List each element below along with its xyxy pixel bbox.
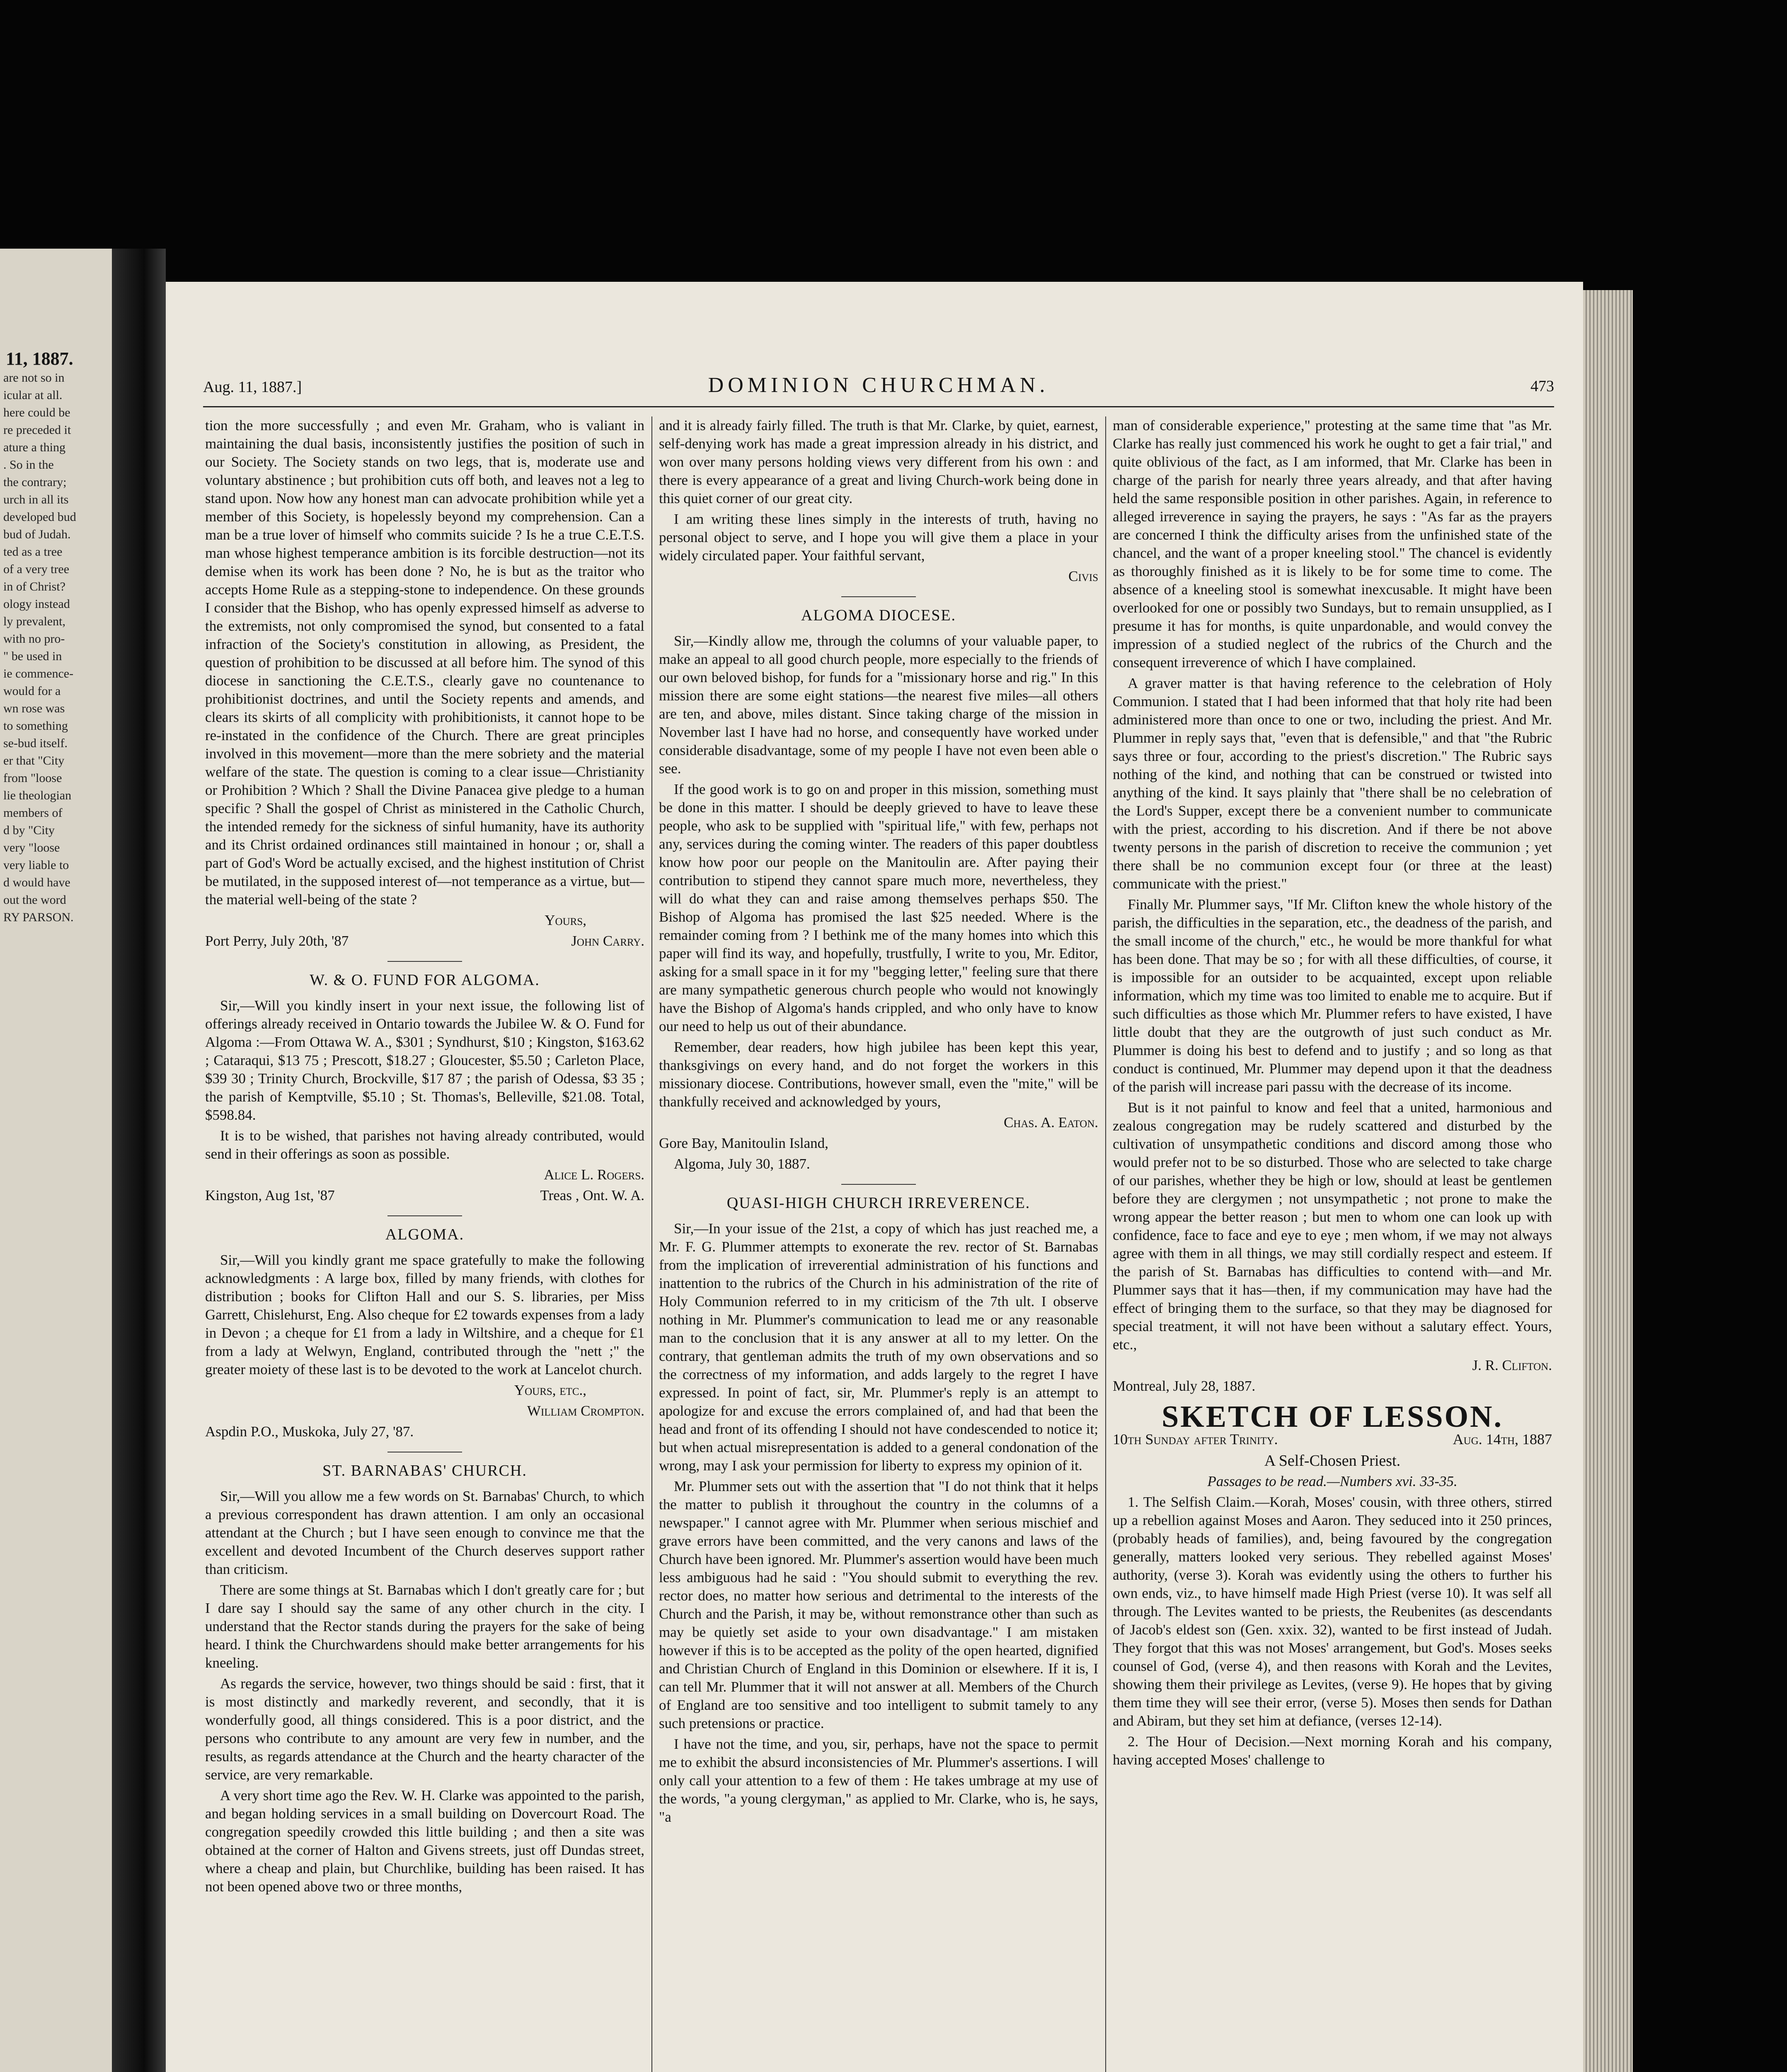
left-page-line: here could be [3,406,70,419]
newspaper-page [166,282,1583,2072]
section-heading: QUASI-HIGH CHURCH IRREVERENCE. [659,1184,1098,1212]
left-page-line: very "loose [3,841,60,854]
left-page-line: bud of Judah. [3,528,71,541]
lesson-subject: A Self-Chosen Priest. [1264,1452,1401,1469]
article-paragraph: tion the more successfully ; and even Mr. Graham, who is valiant in maintaining the dual basis, inconsistently justifies the position of such in our Society. The Society stands on two legs, that is, moderate use and voluntary abstinence ; but prohibition cuts off both, and leaves not a leg to stand upon. Now how any honest man can advocate prohibition while yet a member of this Society, is hopelessly beyond my comprehension. Can a man be a true lover of himself who commits suicide ? Is he a true C.E.T.S. man whose highest temperance ambition is its forcible destruction—not its demise when its work has been done ? No, he is but as the traitor who accepts Home Rule as a stepping-stone to independence. On these grounds I consider that the Bishop, who has openly expressed himself as adverse to the extremists, not only compromised the synod, but consented to a fatal infraction of the Society's constitution in allowing, as President, the question of prohibition to be discussed at all before him. The synod of this diocese in sanctioning the C.E.T.S., clearly gave no countenance to prohibitionist doctrines, and until the Society repents and amends, and clears its skirts of all complicity with prohibitionists, it cannot hope to be re-instated in the confidence of the Church. There are great principles involved in this movement—more than the mere sobriety and the material welfare of the state. The question is coming to a clear issue—Christianity or Prohibition ? Which ? Shall the Divine Panacea give pledge to a human specific ? Shall the gospel of Christ as ministered in the Catholic Church, the intended remedy for the sickness of sinful humanity, have its authority and its Christ ordained ordinances still maintained in honour ; or, shall a part of God's Word be actually excised, and the highest institution of Christ be mutilated, in the supposed interest of—not temperance as a virtue, but—the material well-being of the state ? [205,417,644,908]
left-page-line: urch in all its [3,493,69,506]
letter-signature: Chas. A. Eaton. [1003,1114,1098,1130]
left-page-line: re preceded it [3,423,71,437]
page-stack-edge [1583,290,1633,2072]
sketch-of-lesson-title: SKETCH OF LESSON. [1162,1400,1503,1434]
column-2 [659,416,1098,2072]
letter-signature-row [205,932,644,950]
article-paragraph: Remember, dear readers, how high jubilee has been kept this year, thanksgivings on every hand, and do not forget the workers in this missionary diocese. Contributions, however small, even the "mite," will be thankfully received and acknowledged by yours, [659,1039,1098,1110]
letter-place-date: Port Perry, July 20th, '87 [205,933,349,949]
left-page-line: se-bud itself. [3,736,68,750]
article-paragraph: There are some things at St. Barnabas which I don't greatly care for ; but I dare say I should say the same of any other church in the city. I understand that the Rector stands during the prayers for the sake of being heard. I think the Churchwardens should make better arrangements for his kneeling. [205,1582,644,1671]
letter-place: Gore Bay, Manitoulin Island, [659,1135,828,1151]
left-page-line: developed bud [3,510,76,524]
letter-place-date: Montreal, July 28, 1887. [1113,1378,1256,1394]
left-page-line: wn rose was [3,702,65,715]
section-heading: ALGOMA DIOCESE. [659,596,1098,625]
article-paragraph: It is to be wished, that parishes not having already contributed, would send in their offerings as soon as possible. [205,1128,644,1162]
book-gutter [112,249,166,2072]
article-paragraph: I am writing these lines simply in the interests of truth, having no personal object to serve, and I hope you will give them a place in your widely circulated paper. Your faithful servant, [659,511,1098,564]
lesson-date: Aug. 14th, 1887 [1453,1431,1552,1447]
article-paragraph: man of considerable experience," protesting at the same time that "as Mr. Clarke has really just commenced his work he ought to get a fair trial," and quite oblivious of the fact, as I am informed, that Mr. Clarke has been in charge of the parish for nearly three years already, and that after having held the same responsible position in other parishes. Again, in reference to alleged irreverence in saying the prayers, he says : "As far as the prayers are concerned I think the difficulty arises from the unfinished state of the chancel, and the want of a proper kneeling stool." The chancel is evidently as thoroughly finished as it is likely to be for some time to come. The absence of a kneeling stool is somewhat inexcusable. It might have been overlooked for one or possibly two Sundays, but to remain unsupplied, as I presume it has for months, is quite unpardonable, and would convey the impression of a studied neglect of the rubrics of the Church and the consequent irreverence of which I have complained. [1113,417,1552,670]
left-page-line: from "loose [3,771,62,785]
left-page-line: would for a [3,684,61,698]
left-page-fragment [0,249,112,2072]
header-rule [203,406,1554,407]
article-paragraph: Sir,—Will you allow me a few words on St. Barnabas' Church, to which a previous correspondent has drawn attention. I am only an occasional attendant at the Church ; but I have seen enough to convince me that the excellent and devoted Incumbent of the Church deserves support rather than criticism. [205,1488,644,1577]
letter-signature: J. R. Clifton. [1472,1357,1552,1373]
left-page-line: in of Christ? [3,580,65,593]
lesson-sunday: 10th Sunday after Trinity. [1113,1431,1278,1447]
letter-closing: Yours, etc., [514,1382,586,1398]
left-page-line: er that "City [3,754,65,767]
left-page-line: very liable to [3,858,69,872]
left-page-line: to something [3,719,68,733]
column-divider [1105,416,1106,2072]
article-paragraph: But is it not painful to know and feel that a united, harmonious and zealous congregation may be rudely scattered and disturbed by the cultivation of unsympathetic conditions and discord among those who would prefer not to be so disturbed. Those who are selected to take charge of our parishes, whether they be high or low, should at least be gentlemen before they are clergymen ; not unsympathetic ; not prone to make the wrong appear the better reason ; but men to whom one can look up with confidence, face to face and eye to eye ; men whom, if we may not always agree with them in all things, we may still cordially respect and esteem. If the parish of St. Barnabas has difficulties to contend with—and Mr. Plummer says that it has—then, if my communication may have had the effect of bringing them to the surface, so that they may be diagnosed for special treatment, it will not have been without a salutary effect. Yours, etc., [1113,1099,1552,1353]
left-page-line: ly prevalent, [3,615,65,628]
letter-signature: Alice L. Rogers. [544,1167,644,1183]
article-paragraph: Sir,—Will you kindly insert in your next issue, the following list of offerings already received in Ontario towards the Jubilee W. & O. Fund for Algoma :—From Ottawa W. A., $301 ; Syndhurst, $10 ; Kingston, $163.62 ; Cataraqui, $13 75 ; Prescott, $18.27 ; Gloucester, $5.50 ; Carleton Place, $39 30 ; Trinity Church, Brockville, $17 87 ; the parish of Odessa, $3 35 ; the parish of Kemptville, $5.10 ; St. Thomas's, Belleville, $21.08. Total, $598.84. [205,997,644,1123]
left-page-line: RY PARSON. [3,910,74,924]
left-page-line: ie commence- [3,667,74,680]
left-page-header: 11, 1887. [6,349,73,369]
letter-signature-row [205,1186,644,1205]
column-1 [205,416,644,2072]
left-page-line: d by "City [3,823,55,837]
section-heading: W. & O. FUND FOR ALGOMA. [205,961,644,989]
letter-closing: Yours, [545,912,586,928]
letter-date: Algoma, July 30, 1887. [674,1156,810,1172]
letter-signature: Civis [1068,568,1098,584]
article-paragraph: Sir,—Will you kindly grant me space gratefully to make the following acknowledgments : A large box, filled by many friends, with clothes for distribution ; books for Clifton Hall and our S. S. libraries, per Miss Garrett, Chislehurst, Eng. Also cheque for £2 towards expenses from a lady in Devon ; a cheque for £1 from a lady in Wiltshire, and a cheque for £1 from a lady at Welwyn, England, contributed through the "nett ;" the greater moiety of these last is to be devoted to the work at Lancelot church. [205,1252,644,1377]
left-page-line: " be used in [3,649,62,663]
left-page-line: are not so in [3,371,65,385]
article-paragraph: Mr. Plummer sets out with the assertion that "I do not think that it helps the matter to publish it throughout the country in the columns of a newspaper." I cannot agree with Mr. Plummer when serious mischief and grave errors have been committed, and the very canons and laws of the Church have been ignored. Mr. Plummer's assertion would have been much less ambiguous had he said : "You should submit to everything the rev. rector does, no matter how serious and detrimental to the interests of the Church and the Parish, it may be, without remonstrance other than such as may be quietly set aside to your own disadvantage." I am mistaken however if this is to be accepted as the polity of the open hearted, dignified and Christian Church of England in this Dominion or elsewhere. If it is, I can tell Mr. Plummer that it will not answer at all. Members of the Church of England are too sensitive and too intelligent to submit tamely to any such pretensions or practice. [659,1478,1098,1731]
article-paragraph: A very short time ago the Rev. W. H. Clarke was appointed to the parish, and began holding services in a small building on Dovercourt Road. The congregation speedily crowded this little building ; and then a site was obtained at the corner of Halton and Givens streets, just off Dundas street, where a cheap and plain, but Churchlike, building has been raised. It has not been opened above two or three months, [205,1787,644,1895]
page-header [203,373,1554,402]
article-paragraph: Finally Mr. Plummer says, "If Mr. Clifton knew the whole history of the parish, the difficulties in the separation, etc., the deadness of the parish, and the small income of the church," etc., he would be more thankful for what has been done. That may be so ; for with all these difficulties, of course, it is impossible for an outsider to be acquainted, except upon reliable information, which my time was too limited to enable me to acquire. But if such difficulties as those which Mr. Plummer refers to have existed, I have little doubt that they are the outgrowth of just such conduct as Mr. Plummer is doing his best to defend and to justify ; and so long as that conduct is continued, Mr. Plummer may depend upon it that the deadness of the parish will increase pari passu with the decrease of its income. [1113,896,1552,1095]
article-paragraph: Sir,—Kindly allow me, through the columns of your valuable paper, to make an appeal to all good church people, more especially to the friends of our own beloved bishop, for funds for a "missionary horse and rig." In this mission there are some eight stations—the nearest five miles—all others are ten, and above, miles distant. Since taking charge of the mission in November last I have had no horse, and consequently have worked under considerable disadvantage, some of my people I have not even been able o see. [659,633,1098,777]
left-page-line: ature a thing [3,441,65,454]
left-page-line: ted as a tree [3,545,63,559]
left-page-line: . So in the [3,458,54,472]
lesson-passage: Passages to be read.—Numbers xvi. 33-35. [1207,1473,1458,1489]
masthead-title: DOMINION CHURCHMAN. [708,373,1049,397]
left-page-line: out the word [3,893,66,907]
letter-signature: John Carry. [571,933,644,949]
header-date: Aug. 11, 1887.] [203,378,302,396]
article-paragraph: 1. The Selfish Claim.—Korah, Moses' cousin, with three others, stirred up a rebellion against Moses and Aaron. They seduced into it 250 princes, (probably heads of families), and, being favoured by the congregation generally, matters looked very serious. They rebelled against Moses' authority, (verse 3). Korah was evidently using the others to further his own ends, viz., to have himself made High Priest (verse 10). It was self all through. The Levites wanted to be priests, the Reubenites (as descendants of Jacob's eldest son (Gen. xxix. 32), wanted to be first instead of Judah. They forgot that this was not Moses' arrangement, but God's. Moses seeks counsel of God, (verse 4), and then reasons with Korah and the Levites, showing them their privilege as Levites, (verse 9). He hopes that by giving them time they will see their error, (verse 5). Moses then sends for Dathan and Abiram, but they set him at defiance, (verses 12-14). [1113,1494,1552,1729]
article-paragraph: As regards the service, however, two things should be said : first, that it is most distinctly and markedly reverent, and secondly, that it is wonderfully good, all things considered. This is a poor district, and the persons who contribute to any amount are very few in number, and the results, as regards attendance at the Church and the hearty character of the service, are very remarkable. [205,1675,644,1783]
section-heading: ALGOMA. [205,1215,644,1244]
page-number: 473 [1530,378,1554,395]
column-divider [651,416,652,2072]
article-paragraph: and it is already fairly filled. The truth is that Mr. Clarke, by quiet, earnest, self-denying work has made a great impression already in his district, and won over many persons holding views very different from his own : and there is every appearance of a great and living Church-work being done in this quiet corner of our great city. [659,417,1098,506]
left-page-line: of a very tree [3,562,70,576]
letter-place-date: Kingston, Aug 1st, '87 [205,1187,335,1203]
left-page-line: lie theologian [3,789,72,802]
left-page-line: ology instead [3,597,70,611]
article-paragraph: Sir,—In your issue of the 21st, a copy of which has just reached me, a Mr. F. G. Plummer attempts to exonerate the rev. rector of St. Barnabas from the implication of irreverential administration of his functions and inattention to the rubrics of the Church in his administration of the rite of Holy Communion referred to in my criticism of the 7th ult. I observe nothing in Mr. Plummer's communication to lead me or any reasonable man to the conclusion that it is any answer at all to my letter. On the contrary, that gentleman admits the truth of my own observations and so the correctness of my information, and adds largely to the regret I have expressed. In point of fact, sir, Mr. Plummer's reply is an attempt to apologize for and excuse the errors complained of, and had that been the head and front of its offending I should not have condescended to notice it; but when actual misrepresentation is added to a general condonation of the wrong, may I ask your permission for liberty to express my opinion of it. [659,1220,1098,1474]
left-page-line: the contrary; [3,475,67,489]
letter-place-date: Aspdin P.O., Muskoka, July 27, '87. [205,1423,414,1440]
article-paragraph: A graver matter is that having reference to the celebration of Holy Communion. I stated that I had been informed that that holy rite had been administered more than once to one or two, including the priest. And Mr. Plummer in reply says that, "even that is defensible," and that "the Rubric says three or four, according to the priest's discretion." The Rubric says nothing of the kind, and nothing that can be construed or twisted into anything of the kind. It says plainly that "there shall be no celebration of the Lord's Supper, except there be a convenient number to communicate with the priest, according to his discretion. And if there be not above twenty persons in the parish of discretion to receive the communion ; yet there shall be no communion except four (or three at the least) communicate with the priest." [1113,675,1552,892]
left-page-line: with no pro- [3,632,65,646]
column-3 [1113,416,1552,2072]
left-page-line: members of [3,806,63,820]
left-page-line: icular at all. [3,388,63,402]
article-paragraph: If the good work is to go on and proper in this mission, something must be done in this matter. I should be deeply grieved to have to leave these people, who ask to be supplied with "spiritual life," with few, perhaps not any, services during the coming winter. The readers of this paper doubtless know how poor our people on the Manitoulin are. After paying their contribution to stipend they cannot spare much more, nevertheless, they will do what they can and raise among themselves perhaps $50. The Bishop of Algoma has promised the last $25 needed. Where is the remainder coming from ? I bethink me of the many homes into which this paper will find its way, and hopefully, trustfully, I write to you, Mr. Editor, asking for a small space in it for my "begging letter," feeling sure that there are many sympathetic generous church people who would not knowingly have the Bishop of Algoma's hands crippled, and who only have to know our need to help us out of their abundance. [659,781,1098,1034]
letter-title: Treas , Ont. W. A. [540,1187,644,1203]
left-page-lines [0,369,112,926]
section-heading: ST. BARNABAS' CHURCH. [205,1452,644,1480]
article-paragraph: I have not the time, and you, sir, perhaps, have not the space to permit me to exhibit the absurd inconsistencies of Mr. Plummer's assertions. I will only call your attention to a few of them : He takes umbrage at my use of the words, "a young clergyman," as applied to Mr. Clarke, who is, he says, "a [659,1736,1098,1825]
letter-signature: William Crompton. [527,1403,644,1419]
left-page-line: d would have [3,876,70,889]
article-paragraph: 2. The Hour of Decision.—Next morning Korah and his company, having accepted Moses' challenge to [1113,1733,1552,1768]
